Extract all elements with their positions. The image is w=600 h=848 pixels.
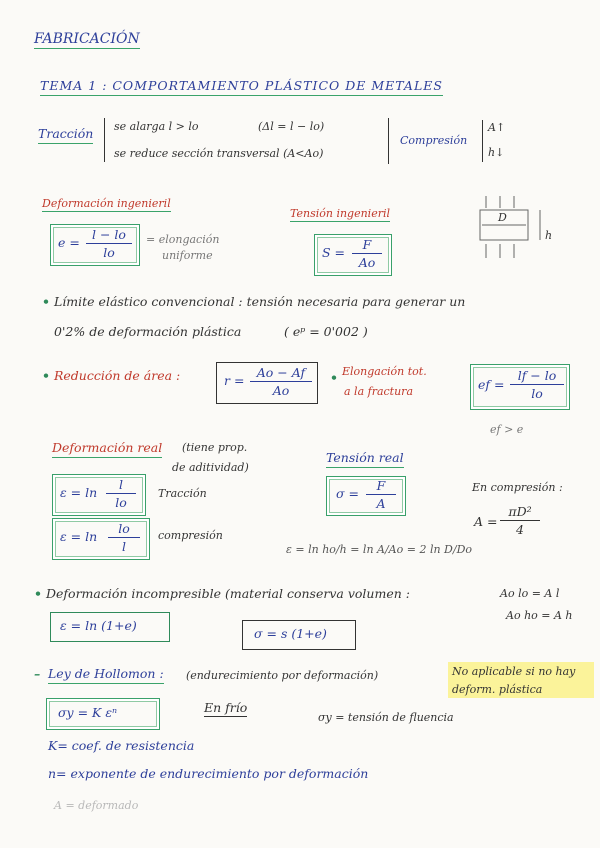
diagram-d: D xyxy=(498,211,507,224)
elongacion-label2: a la fractura xyxy=(344,385,413,398)
epsilon-chain: ε = ln ho/h = ln A/Ao = 2 ln D/Do xyxy=(286,543,473,556)
reduccion-lhs: r = xyxy=(224,373,245,388)
ten-real-num: F xyxy=(366,478,396,495)
ten-ing-lhs: S = xyxy=(322,245,346,260)
hollomon-k: K= coef. de resistencia xyxy=(48,738,195,753)
def-ing-den: lo xyxy=(103,245,115,260)
traccion-line1b: (Δl = l − lo) xyxy=(258,120,325,133)
def-real-eq1-fraction xyxy=(106,477,136,510)
def-real-note1: (tiene prop. xyxy=(182,441,248,454)
reduccion-fraction xyxy=(250,365,312,398)
def-real-eq1-den: lo xyxy=(115,495,127,510)
compresion-a: A↑ xyxy=(488,121,506,134)
reduccion-num: Ao − Af xyxy=(250,365,312,382)
def-ing-heading: Deformación ingenieril xyxy=(42,197,171,210)
elongacion-fraction xyxy=(510,368,564,401)
tema-heading: TEMA 1 : COMPORTAMIENTO PLÁSTICO DE METALES xyxy=(40,80,443,96)
reduccion-label: Reducción de área : xyxy=(54,368,181,383)
ten-real-heading: Tensión real xyxy=(326,452,404,468)
incompresible-v1: Ao lo = A l xyxy=(500,587,560,600)
bullet-elongacion: • xyxy=(330,370,338,385)
elongacion-lhs: ef = xyxy=(478,377,505,392)
ten-real-lhs: σ = xyxy=(336,486,359,501)
compresion-brace xyxy=(482,120,483,162)
hollomon-label: Ley de Hollomon : xyxy=(48,668,164,684)
compresion-h: h↓ xyxy=(488,146,505,159)
ten-ing-fraction xyxy=(352,237,382,270)
def-real-eq1-lhs: ε = ln xyxy=(60,485,98,500)
incompresible-eq1: ε = ln (1+e) xyxy=(60,618,137,633)
en-compresion-num: πD² xyxy=(500,504,540,521)
traccion-label: Tracción xyxy=(38,128,93,144)
bullet-reduccion: • xyxy=(42,368,50,383)
compresion-label: Compresión xyxy=(400,134,468,147)
traccion-line2: se reduce sección transversal (A<Ao) xyxy=(114,147,324,160)
incompresible-v2: Ao ho = A h xyxy=(506,609,573,622)
elongacion-num: lf − lo xyxy=(510,368,564,385)
def-real-eq2-lhs: ε = ln xyxy=(60,529,98,544)
def-ing-lhs: e = xyxy=(58,235,80,250)
limite-line2b: ( eᵖ = 0'002 ) xyxy=(284,324,368,339)
en-compresion-fraction xyxy=(500,504,540,537)
elongacion-den: lo xyxy=(531,386,543,401)
def-real-eq2-den: l xyxy=(122,539,126,554)
hollomon-n: n= exponente de endurecimiento por deformación xyxy=(48,766,369,781)
incompresible-eq2: σ = s (1+e) xyxy=(254,626,327,641)
bullet-limite: • xyxy=(42,294,50,309)
en-compresion-label: En compresión : xyxy=(472,481,563,494)
def-real-note2: de aditividad) xyxy=(172,461,249,474)
def-real-eq1-num: l xyxy=(106,477,136,494)
hollomon-frio: En frío xyxy=(204,700,248,715)
hollomon-paren: (endurecimiento por deformación) xyxy=(186,669,379,682)
ten-ing-num: F xyxy=(352,237,382,254)
def-real-eq2-num: lo xyxy=(108,521,140,538)
diagram-h: h xyxy=(545,229,553,242)
sep-brace xyxy=(388,118,389,164)
ten-real-den: A xyxy=(376,496,386,511)
hollomon-sy-note: σy = tensión de fluencia xyxy=(318,711,454,724)
en-compresion-lhs: A = xyxy=(474,514,498,529)
limite-line1: Límite elástico convencional : tensión necesaria para generar un xyxy=(54,294,466,309)
def-real-eq2-note: compresión xyxy=(158,529,223,542)
hollomon-hl1: No aplicable si no hay xyxy=(452,665,576,678)
traccion-line1: se alarga l > lo xyxy=(114,120,199,133)
reduccion-den: Ao xyxy=(272,383,290,398)
bullet-incompresible: • xyxy=(34,586,42,601)
def-ing-num: l − lo xyxy=(86,227,132,244)
traccion-brace xyxy=(104,118,105,162)
def-ing-fraction xyxy=(86,227,132,260)
hollomon-eq: σy = K εⁿ xyxy=(58,705,118,720)
ten-ing-heading: Tensión ingenieril xyxy=(290,207,391,220)
def-ing-note1: = elongación xyxy=(146,233,220,246)
page-title: FABRICACIÓN xyxy=(34,31,140,47)
limite-line2: 0'2% de deformación plástica xyxy=(54,324,242,339)
hollomon-hl2: deform. plástica xyxy=(452,683,543,696)
def-real-eq2-fraction xyxy=(108,521,140,554)
ten-ing-den: Ao xyxy=(358,255,376,270)
elongacion-cmp: ef > e xyxy=(490,423,524,436)
incompresible-line: Deformación incompresible (material conserva volumen : xyxy=(46,586,410,601)
elongacion-label1: Elongación tot. xyxy=(342,365,427,378)
footer-note: A = deformado xyxy=(54,799,139,812)
def-real-heading: Deformación real xyxy=(52,442,162,458)
bullet-hollomon: – xyxy=(34,666,41,681)
def-real-eq1-note: Tracción xyxy=(158,487,207,500)
ten-real-fraction xyxy=(366,478,396,511)
def-ing-note2: uniforme xyxy=(162,249,213,262)
en-compresion-den: 4 xyxy=(516,522,524,537)
